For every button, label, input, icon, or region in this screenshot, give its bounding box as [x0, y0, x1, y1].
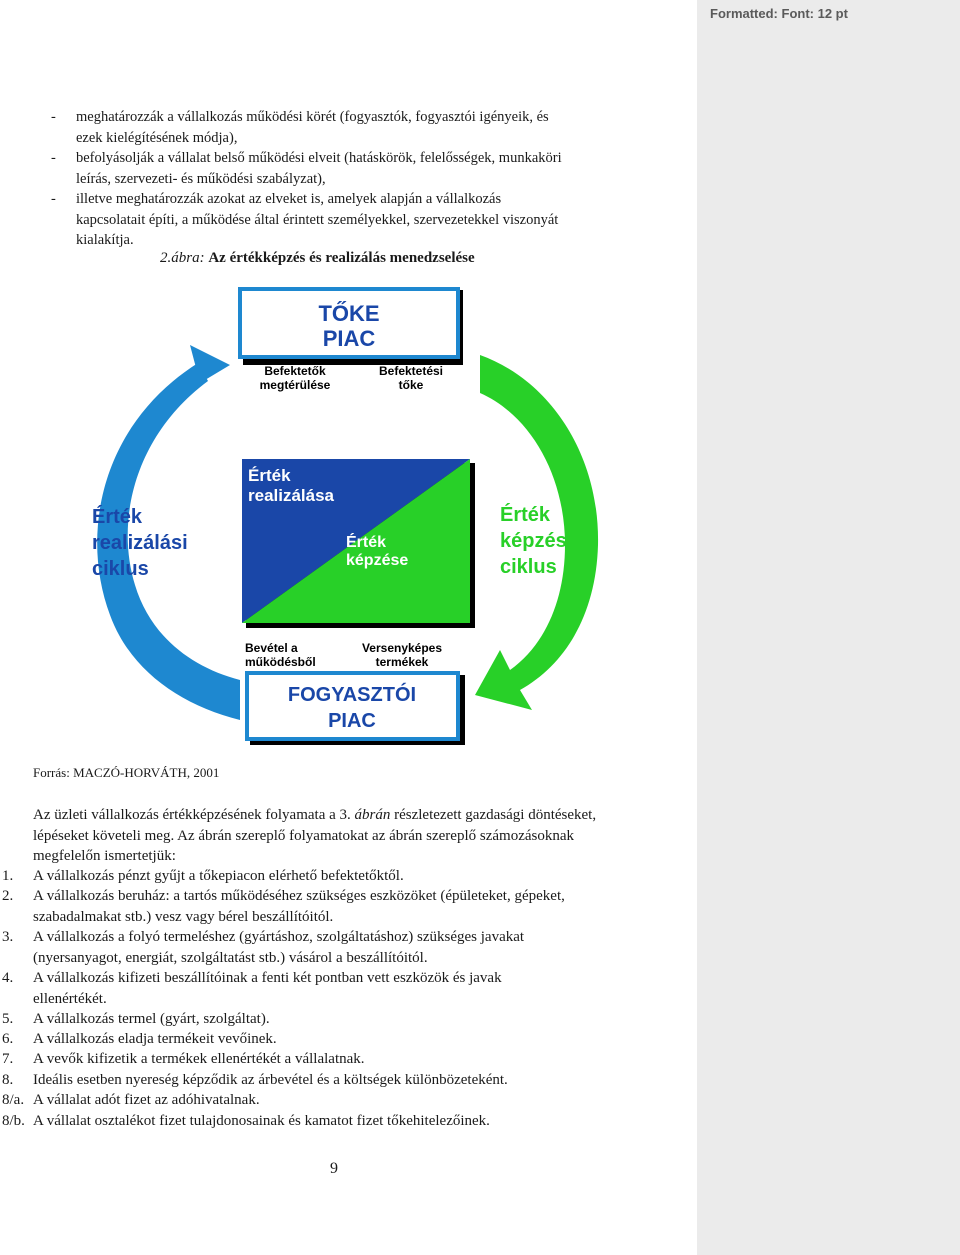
text-line: lépéseket követeli meg. Az ábrán szereplő folyamatokat az ábrán szereplő számozásoknak — [33, 827, 575, 844]
text-line: A vállalkozás pénzt gyűjt a tőkepiacon elérhető befektetőktől. — [33, 868, 404, 884]
investor-return-line1: Befektetők — [264, 364, 326, 378]
text-line: A vállalkozás a folyó termeléshez (gyártáshoz, szolgáltatáshoz) szükséges javakat — [33, 929, 525, 945]
text-line: A vállalkozás kifizeti beszállítóinak a fenti két pontban vett eszközök és javak — [33, 970, 502, 986]
bullet-dash: - — [51, 150, 56, 166]
page-number: 9 — [330, 1160, 338, 1177]
list-text — [33, 1009, 674, 1030]
text-line: szabadalmakat stb.) vesz vagy bérel beszállítóitól. — [33, 908, 334, 925]
text-line: kapcsolatait építi, a működése által érintett személyekkel, szervezetekkel viszonyát — [76, 211, 559, 228]
text-line: (nyersanyagot, energiát, szolgáltatást stb.) vásárol a beszállítóitól. — [33, 949, 428, 966]
text-line: befolyásolják a vállalat belső működési elveit (hatáskörök, felelősségek, munkaköri — [76, 150, 562, 166]
text-span: részletezett gazdasági döntéseket, — [390, 807, 597, 823]
top-box-line1: TŐKE — [318, 301, 380, 326]
realization-line2: realizálása — [248, 486, 335, 505]
realization-line1: Érték — [248, 466, 291, 485]
list-text — [33, 968, 674, 1009]
figure-source: Forrás: MACZÓ-HORVÁTH, 2001 — [33, 765, 220, 780]
list-number: 7. — [2, 1051, 14, 1067]
comment-sidebar — [697, 0, 960, 1255]
left-cycle-line2: realizálási — [92, 532, 188, 554]
creation-line2: képzése — [346, 552, 409, 569]
text-line: megfelelőn ismertetjük: — [33, 848, 176, 864]
text-line: illetve meghatározzák azokat az elveket is, amelyek alapján a vállalkozás — [76, 191, 502, 207]
list-number: 4. — [2, 970, 14, 986]
bullet-text — [76, 107, 673, 148]
text-line: A vállalat adót fizet az adóhivatalnak. — [33, 1092, 260, 1108]
list-number: 1. — [2, 868, 14, 884]
list-text — [33, 1070, 674, 1091]
figure-label: 2.ábra: — [160, 250, 205, 266]
list-text — [33, 927, 674, 968]
text-line: kialakítja. — [76, 232, 134, 248]
left-cycle-line3: ciklus — [92, 558, 149, 580]
bullet-text — [76, 189, 673, 251]
figure-caption — [160, 250, 475, 267]
bullet-dash: - — [51, 109, 56, 125]
text-line: meghatározzák a vállalkozás működési körét (fogyasztók, fogyasztói igényeik, és — [76, 109, 549, 125]
left-cycle-line1: Érték — [92, 506, 143, 528]
format-comment: Formatted: Font: 12 pt — [710, 6, 848, 21]
text-line: A vállalkozás termel (gyárt, szolgáltat). — [33, 1011, 270, 1027]
investor-return-line2: megtérülése — [259, 378, 331, 392]
list-text — [33, 866, 674, 887]
operating-revenue-line2: működésből — [245, 655, 316, 669]
value-cycle-diagram — [80, 285, 620, 750]
investment-capital-line1: Befektetési — [378, 364, 444, 378]
list-text — [33, 886, 674, 927]
text-line: ezek kielégítésének módja), — [76, 129, 238, 146]
text-line — [33, 805, 673, 826]
competitive-products-line2: termékek — [375, 655, 429, 669]
list-text — [33, 1049, 674, 1070]
text-line: A vállalat osztalékot fizet tulajdonosainak és kamatot fizet tőkehitelezőinek. — [33, 1113, 490, 1129]
intro-paragraph — [33, 805, 673, 867]
list-number: 2. — [2, 888, 14, 904]
list-text — [33, 1029, 674, 1050]
list-number: 8/a. — [2, 1092, 25, 1108]
list-text — [33, 1090, 674, 1111]
text-span-italic: ábrán — [354, 807, 391, 823]
creation-line1: Érték — [346, 534, 387, 551]
text-line: A vállalkozás eladja termékeit vevőinek. — [33, 1031, 277, 1047]
right-cycle-line3: ciklus — [500, 556, 557, 578]
text-line: leírás, szervezeti- és működési szabályzat), — [76, 170, 326, 187]
list-number: 8. — [2, 1072, 14, 1088]
operating-revenue-line1: Bevétel a — [245, 641, 298, 655]
list-text — [33, 1111, 674, 1132]
bullet-dash: - — [51, 191, 56, 207]
text-line: ellenértékét. — [33, 990, 107, 1007]
list-number: 5. — [2, 1011, 14, 1027]
bottom-box-line1: FOGYASZTÓI — [287, 684, 417, 706]
list-number: 6. — [2, 1031, 14, 1047]
text-line: A vállalkozás beruház: a tartós működéséhez szükséges eszközöket (épületeket, gépeket, — [33, 888, 565, 904]
competitive-products-line1: Versenyképes — [361, 641, 443, 655]
bullet-text — [76, 148, 673, 189]
right-cycle-line1: Érték — [500, 504, 551, 526]
right-cycle-line2: képzési — [500, 530, 573, 552]
text-span: Az üzleti vállalkozás értékképzésének folyamata a 3. — [33, 807, 355, 823]
bottom-box-line2: PIAC — [328, 710, 376, 732]
list-number: 8/b. — [2, 1113, 25, 1129]
top-box-line2: PIAC — [322, 326, 376, 351]
investment-capital-line2: tőke — [398, 378, 424, 392]
list-number: 3. — [2, 929, 14, 945]
text-line: Ideális esetben nyereség képződik az árbevétel és a költségek különbözeteként. — [33, 1072, 508, 1088]
text-line: A vevők kifizetik a termékek ellenértékét a vállalatnak. — [33, 1051, 365, 1067]
figure-title: Az értékképzés és realizálás menedzselése — [208, 250, 475, 266]
